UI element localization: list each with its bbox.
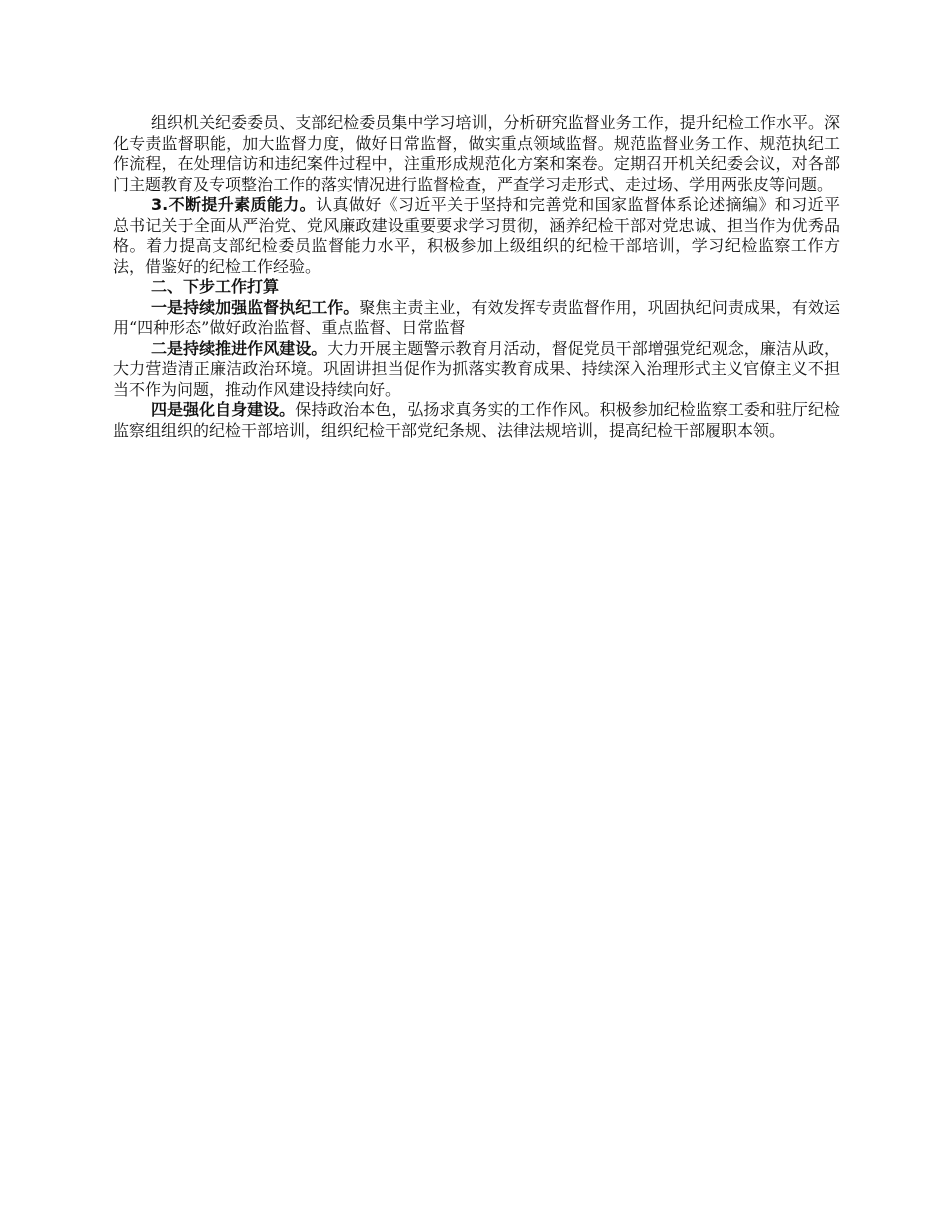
- body-paragraph-2: [113, 195, 840, 277]
- body-paragraph-1: [113, 113, 840, 195]
- plan-item-lead: 一是持续加强监督执纪工作。: [151, 297, 360, 317]
- paragraph-text: 认真做好《习近平关于坚持和完善党和国家监督体系论述摘编》和习近平总书记关于全面从严治党、党风廉政建设重要要求学习贯彻，涵养纪检干部对党忠诚、担当作为优秀品格。着力提高支部纪检委员监督能力水平，积极参加上级组织的纪检干部培训，学习纪检监察工作方法，借鉴好的纪检工作经验。: [113, 195, 840, 276]
- section-heading: 二、下步工作打算: [151, 277, 280, 296]
- paragraph-text: 组织机关纪委委员、支部纪检委员集中学习培训，分析研究监督业务工作，提升纪检工作水平。深化专责监督职能，加大监督力度，做好日常监督，做实重点领域监督。规范监督业务工作、规范执纪工作流程，在处理信访和违纪案件过程中，注重形成规范化方案和案卷。定期召开机关纪委会议，对各部门主题教育及专项整治工作的落实情况进行监督检查，严查学习走形式、走过场、学用两张皮等问题。: [113, 113, 840, 194]
- plan-item-text: 保持政治本色，弘扬求真务实的工作作风。积极参加纪检监察工委和驻厅纪检监察组组织的纪检干部培训，组织纪检干部党纪条规、法律法规培训，提高纪检干部履职本领。: [113, 400, 840, 440]
- paragraph-lead: 3.不断提升素质能力。: [151, 195, 317, 214]
- plan-item-2: [113, 339, 840, 401]
- plan-item-1: [113, 298, 840, 339]
- plan-item-lead: 二是持续推进作风建设。: [151, 338, 328, 358]
- plan-item-lead: 四是强化自身建设。: [151, 400, 296, 419]
- plan-item-text: 聚焦主责主业，有效发挥专责监督作用，巩固执纪问责成果，有效运用“四种形态”做好政治监督、重点监督、日常监督: [113, 297, 840, 337]
- document-page: [113, 113, 840, 441]
- plan-item-text: 大力开展主题警示教育月活动，督促党员干部增强党纪观念，廉洁从政，大力营造清正廉洁政治环境。巩固讲担当促作为抓落实教育成果、持续深入治理形式主义官僚主义不担当不作为问题，推动作风建设持续向好。: [113, 338, 840, 399]
- plan-item-3: [113, 400, 840, 441]
